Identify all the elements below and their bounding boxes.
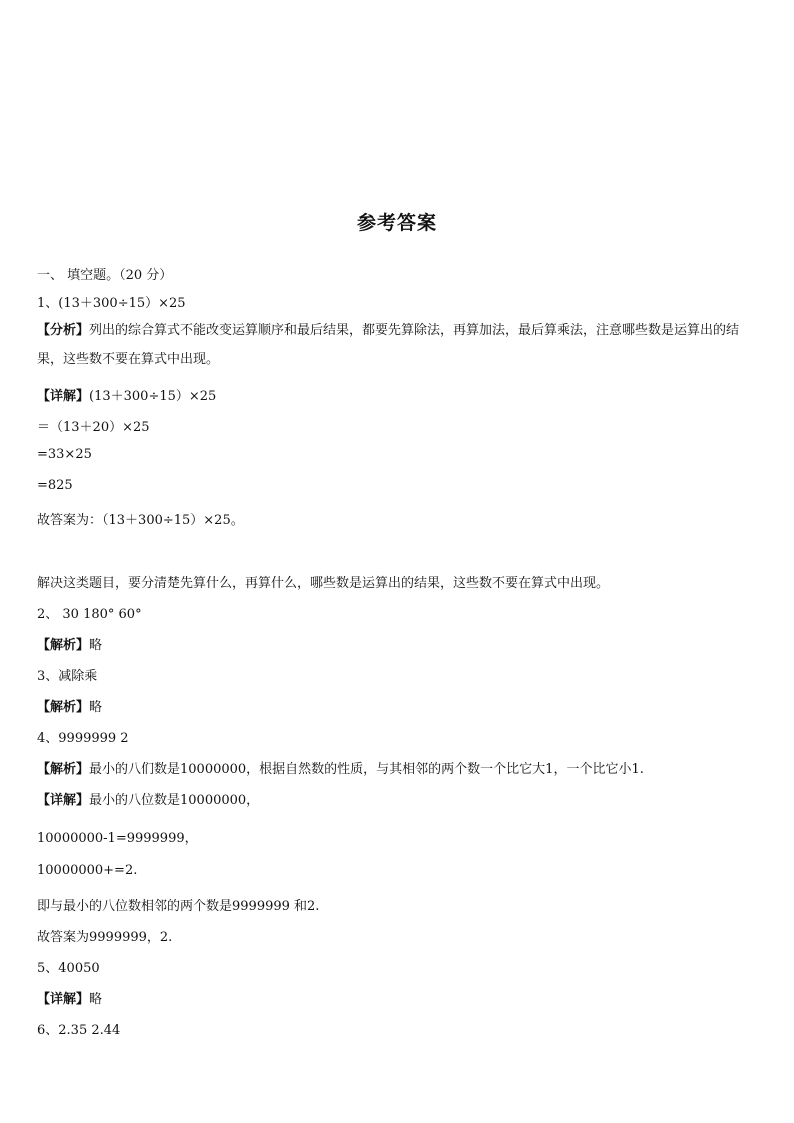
q3-solution bbox=[37, 696, 102, 715]
q3-question: 3、减除乘 bbox=[37, 669, 98, 684]
q1-detail-label: 【详解】 bbox=[37, 389, 90, 404]
q4-detail-text: 最小的八位数是10000000， bbox=[89, 793, 260, 808]
q4-detail bbox=[37, 789, 259, 808]
q1-analysis-label: 【分析】 bbox=[37, 323, 90, 338]
q6-question: 6、2.35 2.44 bbox=[37, 1023, 121, 1038]
q1-answer: 故答案为：（13＋300÷15）×25。 bbox=[37, 513, 244, 528]
q5-question: 5、40050 bbox=[37, 961, 100, 976]
q1-analysis bbox=[37, 316, 759, 374]
q3-solution-text: 略 bbox=[89, 700, 103, 715]
q4-detail-label: 【详解】 bbox=[37, 793, 90, 808]
q2-solution bbox=[37, 634, 102, 653]
q5-solution-text: 略 bbox=[89, 992, 103, 1007]
q4-line1: 10000000-1=9999999， bbox=[37, 831, 198, 846]
q1-analysis-text: 列出的综合算式不能改变运算顺序和最后结果，都要先算除法，再算加法，最后算乘法，注意哪些数是运算出的结果，这些数不要在算式中出现。 bbox=[37, 323, 740, 367]
q4-answer: 故答案为9999999，2. bbox=[37, 930, 173, 945]
page-title: 参考答案 bbox=[356, 212, 437, 234]
q1-step1: ＝（13＋20）×25 bbox=[37, 420, 150, 435]
q4-line2: 10000000+=2. bbox=[37, 863, 138, 878]
q3-solution-label: 【解析】 bbox=[37, 700, 90, 715]
section-heading: 一、 填空题。（20 分） bbox=[37, 268, 173, 283]
q1-step2: =33×25 bbox=[37, 447, 92, 462]
q4-question: 4、9999999 2 bbox=[37, 731, 129, 746]
q4-analysis-label: 【解析】 bbox=[37, 762, 90, 777]
q2-solution-label: 【解析】 bbox=[37, 638, 90, 653]
q1-step3: =825 bbox=[37, 478, 73, 493]
q1-detail bbox=[37, 385, 216, 404]
q1-tip: 解决这类题目，要分清楚先算什么，再算什么，哪些数是运算出的结果，这些数不要在算式中出现。 bbox=[37, 576, 610, 591]
q4-analysis bbox=[37, 758, 644, 777]
q4-analysis-text: 最小的八们数是10000000，根据自然数的性质，与其相邻的两个数一个比它大1，一个比它小1. bbox=[89, 762, 644, 777]
q5-solution bbox=[37, 988, 102, 1007]
q2-solution-text: 略 bbox=[89, 638, 103, 653]
q5-solution-label: 【详解】 bbox=[37, 992, 90, 1007]
q1-question: 1、(13＋300÷15）×25 bbox=[37, 296, 186, 311]
q2-question: 2、 30 180° 60° bbox=[37, 607, 142, 622]
q4-line3: 即与最小的八位数相邻的两个数是9999999 和2. bbox=[37, 899, 320, 914]
q1-detail-text: (13＋300÷15）×25 bbox=[89, 389, 217, 404]
